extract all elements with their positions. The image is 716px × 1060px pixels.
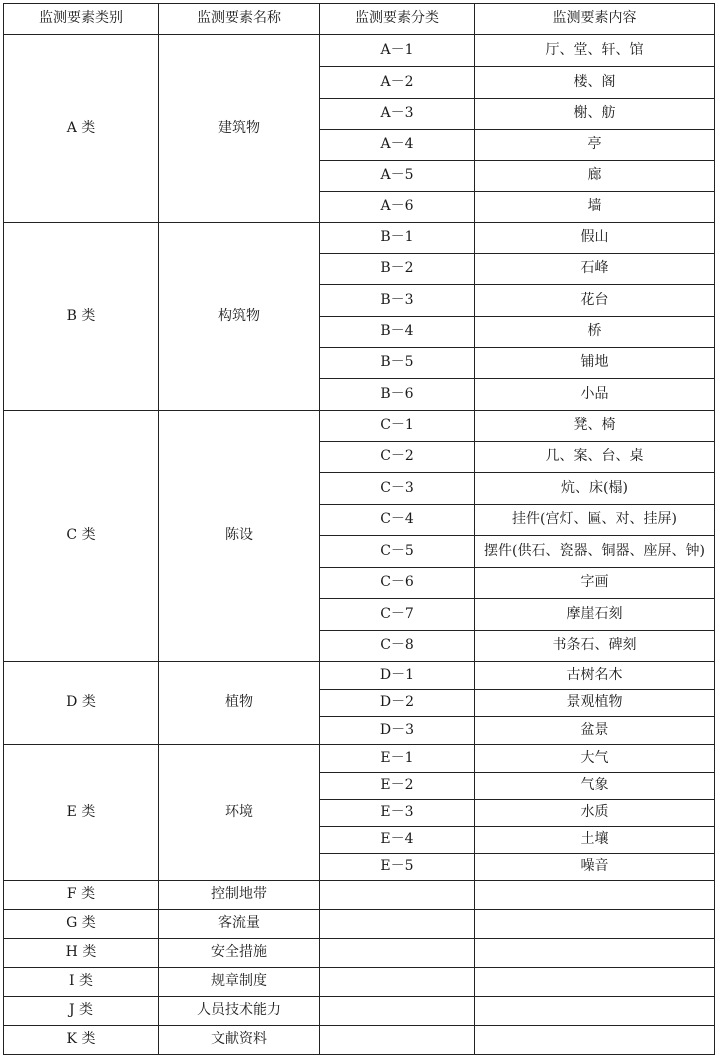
header-name: 监测要素名称 xyxy=(159,4,320,35)
element-content-cell: 土壤 xyxy=(475,827,715,854)
empty-classification-cell xyxy=(320,997,475,1026)
category-cell: A 类 xyxy=(4,35,159,223)
classification-code-cell: A－3 xyxy=(320,99,475,130)
element-content-cell: 景观植物 xyxy=(475,690,715,717)
classification-code-cell: C－8 xyxy=(320,631,475,662)
empty-classification-cell xyxy=(320,939,475,968)
classification-code-cell: C－1 xyxy=(320,411,475,442)
element-content-cell: 花台 xyxy=(475,285,715,317)
classification-code-cell: A－2 xyxy=(320,67,475,99)
element-content-cell: 挂件(宫灯、匾、对、挂屏) xyxy=(475,505,715,536)
classification-code-cell: D－2 xyxy=(320,690,475,717)
table-row xyxy=(4,881,715,910)
table-row xyxy=(4,997,715,1026)
classification-code-cell: E－5 xyxy=(320,854,475,881)
table-row xyxy=(4,910,715,939)
classification-code-cell: B－4 xyxy=(320,317,475,348)
classification-code-cell: B－6 xyxy=(320,379,475,411)
element-name-cell: 客流量 xyxy=(159,910,320,939)
classification-code-cell: E－4 xyxy=(320,827,475,854)
category-cell: I 类 xyxy=(4,968,159,997)
category-cell: C 类 xyxy=(4,411,159,662)
element-content-cell: 几、案、台、桌 xyxy=(475,442,715,473)
empty-content-cell xyxy=(475,881,715,910)
classification-code-cell: E－2 xyxy=(320,773,475,800)
classification-code-cell: C－3 xyxy=(320,473,475,505)
empty-content-cell xyxy=(475,968,715,997)
element-content-cell: 字画 xyxy=(475,568,715,599)
empty-content-cell xyxy=(475,997,715,1026)
classification-code-cell: E－3 xyxy=(320,800,475,827)
element-name-cell: 规章制度 xyxy=(159,968,320,997)
empty-content-cell xyxy=(475,939,715,968)
empty-content-cell xyxy=(475,910,715,939)
element-content-cell: 桥 xyxy=(475,317,715,348)
element-name-cell: 控制地带 xyxy=(159,881,320,910)
classification-code-cell: B－5 xyxy=(320,348,475,379)
classification-code-cell: A－6 xyxy=(320,192,475,223)
element-content-cell: 书条石、碑刻 xyxy=(475,631,715,662)
classification-code-cell: C－5 xyxy=(320,536,475,568)
classification-code-cell: B－1 xyxy=(320,223,475,254)
classification-code-cell: B－2 xyxy=(320,254,475,285)
category-cell: B 类 xyxy=(4,223,159,411)
element-name-cell: 建筑物 xyxy=(159,35,320,223)
category-cell: J 类 xyxy=(4,997,159,1026)
element-content-cell: 气象 xyxy=(475,773,715,800)
classification-code-cell: A－1 xyxy=(320,35,475,67)
table-row xyxy=(4,1026,715,1055)
header-classification: 监测要素分类 xyxy=(320,4,475,35)
element-name-cell: 人员技术能力 xyxy=(159,997,320,1026)
element-name-cell: 植物 xyxy=(159,662,320,745)
element-content-cell: 盆景 xyxy=(475,717,715,745)
element-content-cell: 水质 xyxy=(475,800,715,827)
empty-classification-cell xyxy=(320,1026,475,1055)
element-content-cell: 廊 xyxy=(475,161,715,192)
category-cell: F 类 xyxy=(4,881,159,910)
category-cell: K 类 xyxy=(4,1026,159,1055)
monitoring-elements-table xyxy=(3,3,715,1055)
header-content: 监测要素内容 xyxy=(475,4,715,35)
classification-code-cell: D－1 xyxy=(320,662,475,690)
element-content-cell: 凳、椅 xyxy=(475,411,715,442)
element-content-cell: 古树名木 xyxy=(475,662,715,690)
element-content-cell: 大气 xyxy=(475,745,715,773)
element-content-cell: 摆件(供石、瓷器、铜器、座屏、钟) xyxy=(475,536,715,568)
element-name-cell: 构筑物 xyxy=(159,223,320,411)
element-content-cell: 亭 xyxy=(475,130,715,161)
element-content-cell: 炕、床(榻) xyxy=(475,473,715,505)
classification-code-cell: A－4 xyxy=(320,130,475,161)
element-content-cell: 楼、阁 xyxy=(475,67,715,99)
classification-code-cell: E－1 xyxy=(320,745,475,773)
category-cell: E 类 xyxy=(4,745,159,881)
classification-code-cell: C－2 xyxy=(320,442,475,473)
table-row xyxy=(4,662,715,690)
classification-code-cell: A－5 xyxy=(320,161,475,192)
classification-code-cell: C－7 xyxy=(320,599,475,631)
table-row xyxy=(4,939,715,968)
element-content-cell: 噪音 xyxy=(475,854,715,881)
table-row xyxy=(4,745,715,773)
element-name-cell: 安全措施 xyxy=(159,939,320,968)
classification-code-cell: C－4 xyxy=(320,505,475,536)
classification-code-cell: B－3 xyxy=(320,285,475,317)
table-body xyxy=(4,35,715,1055)
element-name-cell: 陈设 xyxy=(159,411,320,662)
element-content-cell: 铺地 xyxy=(475,348,715,379)
element-content-cell: 假山 xyxy=(475,223,715,254)
category-cell: H 类 xyxy=(4,939,159,968)
table-row xyxy=(4,968,715,997)
element-content-cell: 摩崖石刻 xyxy=(475,599,715,631)
empty-content-cell xyxy=(475,1026,715,1055)
empty-classification-cell xyxy=(320,968,475,997)
header-row xyxy=(4,4,715,35)
table-row xyxy=(4,35,715,67)
category-cell: G 类 xyxy=(4,910,159,939)
classification-code-cell: D－3 xyxy=(320,717,475,745)
empty-classification-cell xyxy=(320,910,475,939)
element-content-cell: 厅、堂、轩、馆 xyxy=(475,35,715,67)
empty-classification-cell xyxy=(320,881,475,910)
element-name-cell: 文献资料 xyxy=(159,1026,320,1055)
element-content-cell: 石峰 xyxy=(475,254,715,285)
element-content-cell: 墙 xyxy=(475,192,715,223)
header-category: 监测要素类别 xyxy=(4,4,159,35)
element-name-cell: 环境 xyxy=(159,745,320,881)
table-row xyxy=(4,223,715,254)
classification-code-cell: C－6 xyxy=(320,568,475,599)
table-row xyxy=(4,411,715,442)
category-cell: D 类 xyxy=(4,662,159,745)
element-content-cell: 小品 xyxy=(475,379,715,411)
element-content-cell: 榭、舫 xyxy=(475,99,715,130)
